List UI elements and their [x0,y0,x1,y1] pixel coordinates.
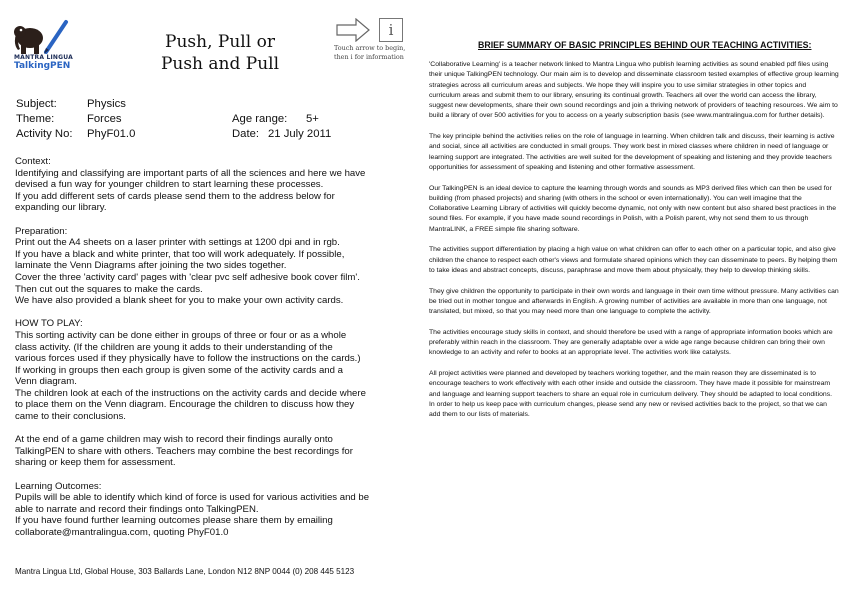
theme-label: Theme: [16,113,55,125]
age-value: 5+ [306,113,319,125]
nav-hint-line-2: then i for information [334,52,404,61]
learning-outcomes-section: Learning Outcomes: Pupils will be able to identify which kind of force is used for various activities and be able to narrate and record their findings onto TalkingPEN. If you have found further learning outcomes please share them by emailing collaborate@mantralingua.com, quoting PhyF01.0 [15,480,370,538]
date-label: Date: [232,128,260,140]
context-section: Context: Identifying and classifying are important parts of all the sciences and here we have devised a fun way for younger children to start learning these processes. If you add different sets of cards please send them to the address below for expanding our library. [15,156,366,214]
info-button[interactable] [379,18,403,42]
info-icon: i [388,21,394,39]
nav-hint-line-1: Touch arrow to begin, [334,44,406,52]
elephant-pen-logo-icon [14,18,76,58]
title-line-2: Push and Pull [160,54,280,74]
summary-paragraph: The key principle behind the activities relies on the role of language in learning. When children talk and discuss, their learning is active and social, since all activities are conducted in small groups. They work best in mixed classes where children in need of language or learning support are integrated. The activities are well suited for the development of speaking and listening and they provide teachers opportunities for assessment of speaking and listening and other formative assessment. [429,133,835,171]
summary-paragraph: The activities encourage study skills in context, and should therefore be used with a range of appropriate information books which are preferably within reach in the classroom. They are generally adaptable over a wide age range because children can bring their own knowledge to an activity and refer to books at an appropriate level. The activities work like catalysts. [429,328,833,357]
activity-value: PhyF01.0 [87,128,136,140]
title-line-1: Push, Pull or [165,32,275,52]
summary-paragraph: The activities support differentiation by placing a high value on what children can offer to each other on a particular topic, and also give children the chance to respect each other's views and formulate shared opinions which they can disseminate to peers. By helping them to take ideas and abstract concepts, discuss, paraphrase and move them about physically, they help to develop thinking skills. [429,246,838,274]
summary-paragraph: All project activities were planned and developed by teachers working together, and the main reason they are disseminated is to encourage teachers to work effectively with each other inside and outside the classroom. They have made it possible for mainstream and language and learning support teachers to share an equal role in curriculum delivery. They should be adapted to local conditions. In order to help us keep pace with curriculum changes, please send any new or revised activities back to the project, so that we can add them to our lists of materials. [429,369,833,419]
logo-brand-talkingpen: TalkingPEN [14,61,71,71]
instructions-column [15,156,425,539]
date-value: 21 July 2011 [268,128,332,140]
end-of-game-section: At the end of a game children may wish to record their findings aurally onto TalkingPEN to share with others. Teachers may combine the best recordings for sharing or keep them for assessment. [15,434,353,469]
theme-value: Forces [87,113,122,125]
summary-heading: BRIEF SUMMARY OF BASIC PRINCIPLES BEHIND OUR TEACHING ACTIVITIES: [478,40,812,50]
how-to-play-section: HOW TO PLAY: This sorting activity can be done either in groups of three or four or as a whole class activity. (If the children are young it adds to their understanding of the various forces used if they physically have to follow the instructions on the cards.) If working in groups then each group is given some of the activity cards and a Venn diagram. The children look at each of the instructions on the activity cards and decide where to place them on the Venn diagram. Encourage the children to discuss how they came to their conclusions. [15,318,366,423]
age-label: Age range: [232,113,288,125]
logo-brand-text: MANTRA LINGUA [14,54,74,61]
activity-label: Activity No: [16,128,73,140]
subject-value: Physics [87,98,126,110]
page-title [140,31,300,75]
nav-hint [334,44,414,61]
summary-paragraph: They give children the opportunity to participate in their own words and language in their own time without pressure. Many activities can be tried out in mother tongue and afterwards in English. A growing number of activities are available in more than one language, not translated, but mixed, so that you may need more than one language to complete the activity. [429,287,839,316]
summary-paragraph: 'Collaborative Learning' is a teacher network linked to Mantra Lingua who publish learning activities as sound enabled pdf files using their unique TalkingPEN technology. Our main aim is to develop and disseminate classroom tested examples of effective group learning strategies across all curriculum areas and subjects. We hope they will inspire you to use similar strategies in other topics and curriculum areas and submit them to our library, ensuring its continual growth. Teachers all over the world can access the library, suggest new developments, share their own sound recordings and join a thriving network of providers of teaching resources. We aim to build a library of over 500 activities for you to access on a yearly subscription basis (see www.mantralingua.com for further details). [429,61,839,120]
preparation-section: Preparation: Print out the A4 sheets on a laser printer with settings at 1200 dpi and in rgb. If you have a black and white printer, that too will work adequately. If possible, laminate the Venn Diagrams after joining the two sides together. Cover the three 'activity card' pages with 'clear pvc self adhesive book cover film'. Then cut out the squares to make the cards. We have also provided a blank sheet for you to make your own activity cards. [15,225,360,307]
summary-paragraph: Our TalkingPEN is an ideal device to capture the learning through words and sounds as MP3 derived files which can then be used for building (from phased projects) and sharing (with others in the school or even internationally). You can well imagine that the Collaborative Learning Library of activities will quickly become dynamic, not only with new content but also shared best practices in the sound files. For example, if you have made sound recordings in Polish, with a Polish parent, why not send them to us through MantraLINK, a FREE simple file sharing software. [429,184,837,233]
begin-arrow-button[interactable] [336,18,370,42]
summary-column [429,60,839,431]
right-arrow-icon [336,18,370,42]
subject-label: Subject: [16,98,57,110]
publisher-address-footer: Mantra Lingua Ltd, Global House, 303 Ballards Lane, London N12 8NP 0044 (0) 208 445 5123 [15,567,355,576]
